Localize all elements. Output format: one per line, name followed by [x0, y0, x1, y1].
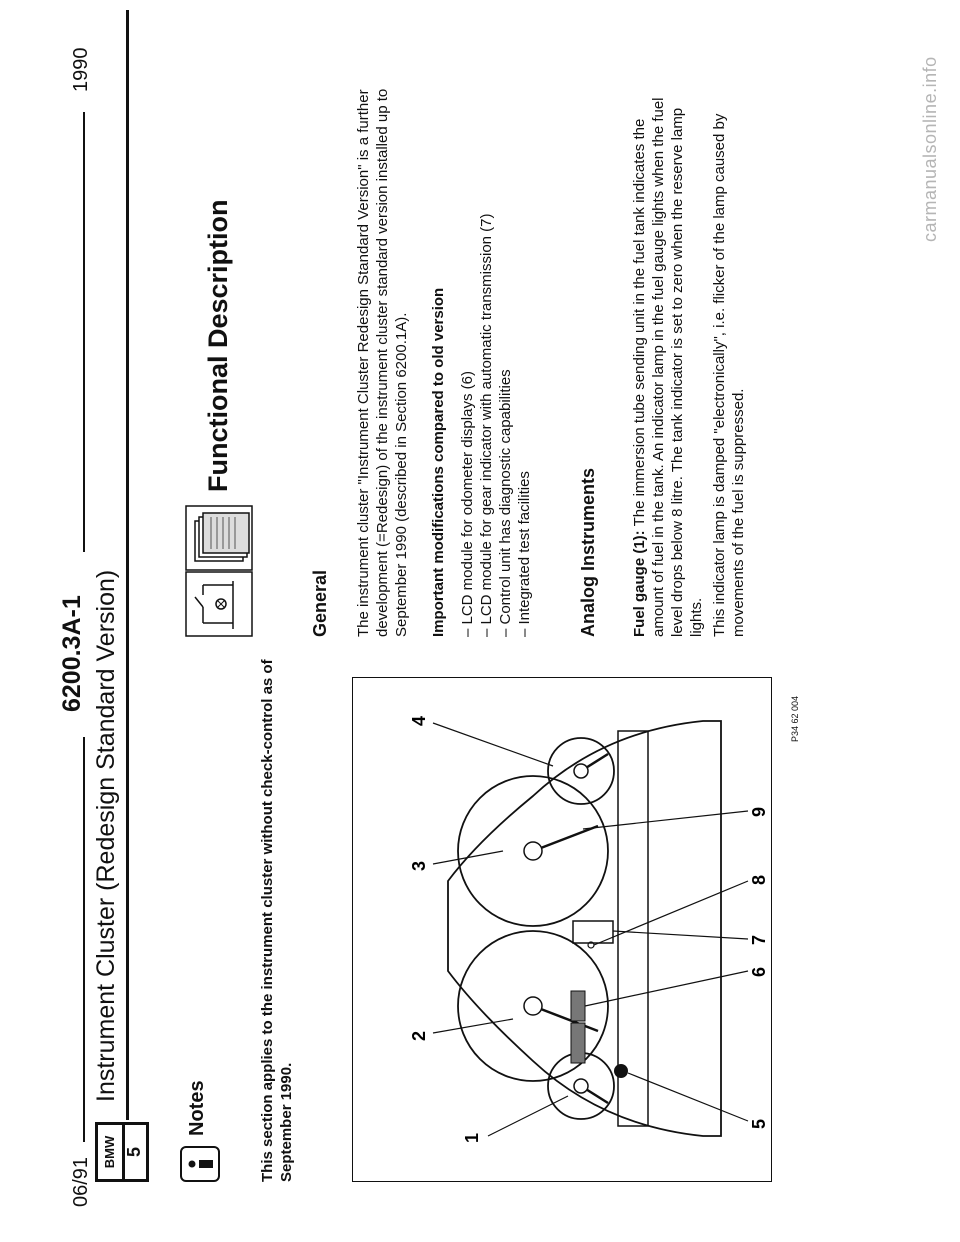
callout-8: 8	[749, 874, 769, 885]
callout-line-3	[433, 851, 503, 864]
watermark: carmanualsonline.info	[920, 56, 940, 242]
header-rule-right	[83, 112, 85, 552]
callout-line-5	[628, 1073, 748, 1121]
damping-paragraph: This indicator lamp is damped "electronically", i.e. flicker of the lamp caused by movements of the fuel is suppressed.	[711, 113, 747, 637]
callout-5: 5	[749, 1118, 769, 1129]
functional-description-heading: Functional Description	[203, 199, 233, 492]
general-heading: General	[310, 569, 330, 637]
callout-3: 3	[409, 860, 429, 871]
callout-line-4	[433, 723, 553, 766]
fuel-gauge-paragraph	[630, 77, 706, 637]
list-item: – Control unit has diagnostic capabilities	[497, 369, 514, 637]
callout-line-6	[585, 971, 748, 1006]
cluster-housing	[448, 721, 721, 1136]
temperature-gauge-hub	[574, 764, 588, 778]
reserve-lamp	[614, 1064, 628, 1078]
title-rule	[126, 10, 129, 1120]
instrument-cluster-figure	[352, 677, 772, 1182]
list-item: – LCD module for gear indicator with automatic transmission (7)	[478, 213, 495, 637]
callout-1: 1	[462, 1132, 482, 1143]
date-code: 06/91	[70, 1156, 92, 1207]
badge-brand: BMW	[98, 1125, 125, 1179]
callout-2: 2	[409, 1030, 429, 1041]
trip-lcd	[571, 991, 585, 1021]
callout-line-1	[488, 1096, 568, 1136]
general-paragraph: The instrument cluster "Instrument Cluster Redesign Standard Version" is a further development (=Redesign) of the instrument cluster standard version installed up to September 1990 (described in Section 6200.1A).	[355, 88, 410, 637]
analog-instruments-heading: Analog Instruments	[578, 467, 598, 637]
list-item: – LCD module for odometer displays (6)	[459, 371, 476, 637]
fuel-gauge-label: Fuel gauge (1):	[631, 530, 648, 637]
list-item: – Integrated test facilities	[516, 471, 533, 637]
callout-line-8	[594, 881, 748, 945]
header-rule-left	[83, 737, 85, 1142]
tachometer-hub	[524, 842, 542, 860]
callout-line-7	[613, 931, 748, 939]
speedometer-hub	[524, 997, 542, 1015]
document-number: 6200.3A-1	[58, 595, 86, 712]
callout-4: 4	[409, 715, 429, 726]
callout-9: 9	[749, 806, 769, 817]
bmw-5-badge	[95, 1122, 149, 1182]
callout-7: 7	[749, 934, 769, 945]
modifications-list	[458, 213, 534, 637]
info-icon	[180, 1146, 220, 1182]
modifications-heading: Important modifications compared to old version	[430, 287, 447, 637]
callout-line-9	[583, 811, 748, 829]
notes-heading: Notes	[186, 1080, 208, 1136]
circuit-diagram-icon	[185, 505, 253, 637]
callout-6: 6	[749, 966, 769, 977]
speedometer-needle	[533, 1006, 598, 1031]
section-title: Instrument Cluster (Redesign Standard Version)	[92, 569, 120, 1102]
tachometer-needle	[533, 826, 598, 851]
fuel-gauge-hub	[574, 1079, 588, 1093]
instrument-cluster-diagram	[353, 679, 770, 1181]
odometer-lcd	[571, 1023, 585, 1063]
fuel-gauge-text: The immersion tube sending unit in the fuel tank indicates the amount of fuel in the tank. An indicator lamp in the fuel gauge lights when the fuel level drops below 8 litre. The tank indicator is set to zero when the reserve lamp lights.	[631, 97, 705, 637]
badge-series: 5	[124, 1147, 144, 1158]
figure-code: P34 62 004	[790, 695, 800, 742]
notes-text: This section applies to the instrument cluster without check-control as of September 1990.	[259, 659, 295, 1182]
document-year: 1990	[70, 47, 92, 92]
